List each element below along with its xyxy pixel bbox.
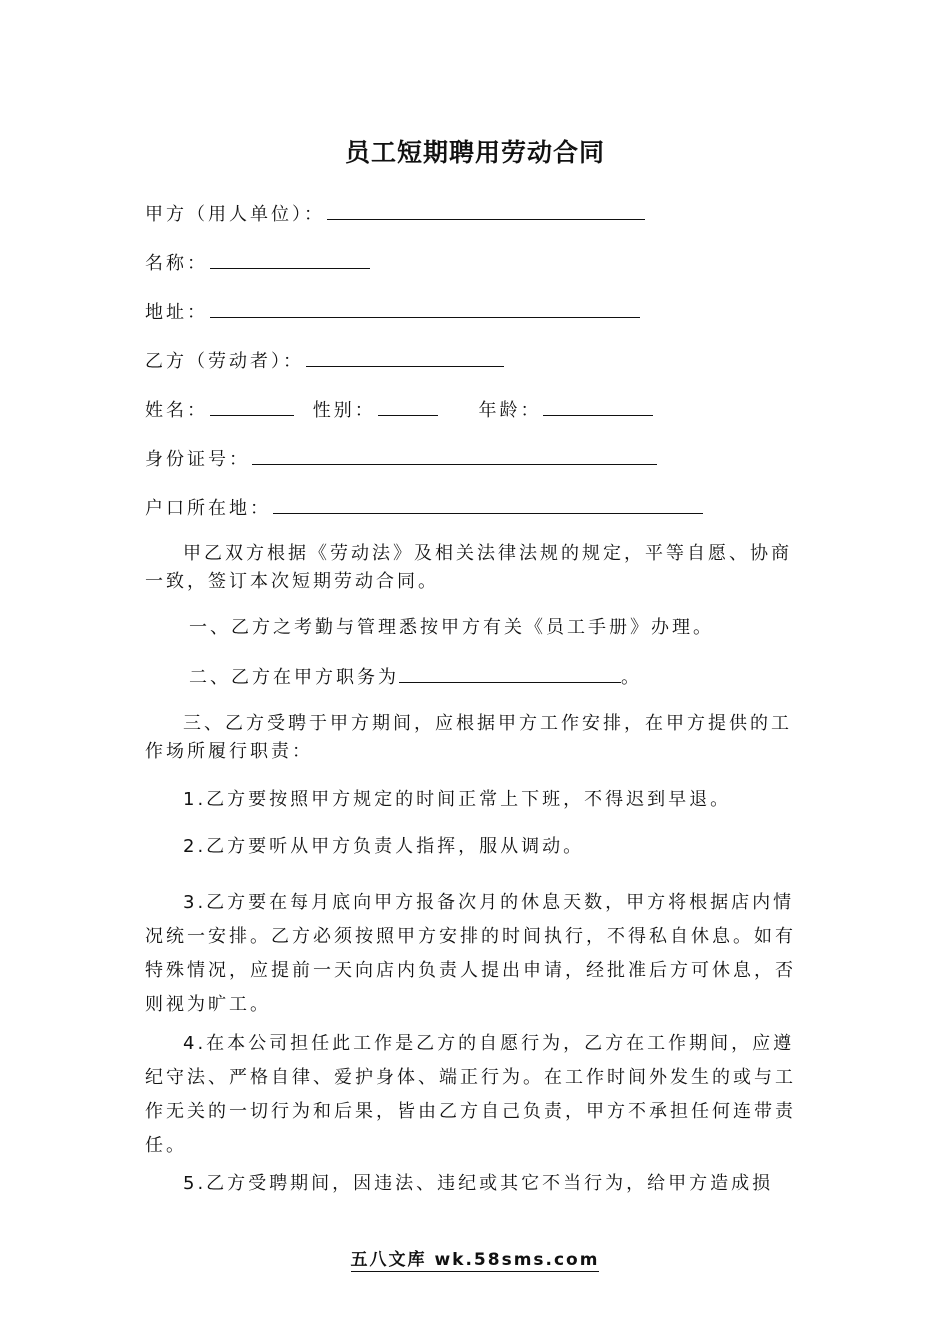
age-blank[interactable] [543, 395, 653, 416]
footer-watermark [0, 1245, 950, 1270]
name-label: 名称： [145, 253, 208, 274]
household-field [145, 493, 703, 519]
personal-info-row [145, 395, 653, 421]
household-label: 户口所在地： [145, 498, 271, 519]
clause-2 [145, 662, 805, 692]
party-a-field [145, 199, 645, 225]
age-label: 年龄： [478, 400, 542, 421]
name-blank[interactable] [210, 248, 370, 269]
party-b-field [145, 346, 504, 372]
clause-3-item-5: 5.乙方受聘期间，因违法、违纪或其它不当行为，给甲方造成损 [183, 1173, 774, 1194]
clause-3-item-3: 3.乙方要在每月底向甲方报备次月的休息天数，甲方将根据店内情况统一安排。乙方必须按照甲方安排的时间执行，不得私自休息。如有特殊情况，应提前一天向店内负责人提出申请，经批准后方可休息，否则视为旷工。 [145, 892, 796, 1015]
id-number-blank[interactable] [252, 444, 657, 465]
id-number-label: 身份证号： [145, 449, 250, 470]
name-field [145, 248, 370, 274]
clause-3: 三、乙方受聘于甲方期间，应根据甲方工作安排，在甲方提供的工作场所履行职责： [145, 713, 792, 762]
gender-blank[interactable] [378, 395, 438, 416]
party-b-label: 乙方（劳动者）： [145, 351, 304, 372]
party-b-blank[interactable] [306, 346, 504, 367]
id-number-field [145, 444, 657, 470]
address-label: 地址： [145, 302, 208, 323]
gender-label: 性别： [312, 400, 376, 421]
party-a-blank[interactable] [327, 199, 645, 220]
address-field [145, 297, 640, 323]
clause-3-item-4: 4.在本公司担任此工作是乙方的自愿行为，乙方在工作期间，应遵纪守法、严格自律、爱护身体、端正行为。在工作时间外发生的或与工作无关的一切行为和后果，皆由乙方自己负责，甲方不承担任何连带责任。 [145, 1033, 796, 1156]
document-title: 员工短期聘用劳动合同 [344, 138, 605, 167]
party-a-label: 甲方（用人单位）： [145, 204, 325, 225]
clause-2-text: 二、乙方在甲方职务为 [189, 667, 399, 688]
clause-2-end: 。 [621, 667, 642, 688]
intro-paragraph: 甲乙双方根据《劳动法》及相关法律法规的规定，平等自愿、协商一致，签订本次短期劳动合同。 [145, 543, 792, 592]
household-blank[interactable] [273, 493, 703, 514]
footer-link[interactable]: 五八文库 wk.58sms.com [350, 1250, 600, 1270]
clause-3-item-2: 2.乙方要听从甲方负责人指挥，服从调动。 [183, 836, 585, 857]
address-blank[interactable] [210, 297, 640, 318]
person-name-blank[interactable] [210, 395, 294, 416]
clause-3-item-1: 1.乙方要按照甲方规定的时间正常上下班，不得迟到早退。 [183, 789, 732, 810]
position-blank[interactable] [399, 662, 621, 683]
person-name-label: 姓名： [145, 400, 208, 421]
clause-1: 一、乙方之考勤与管理悉按甲方有关《员工手册》办理。 [189, 617, 714, 638]
